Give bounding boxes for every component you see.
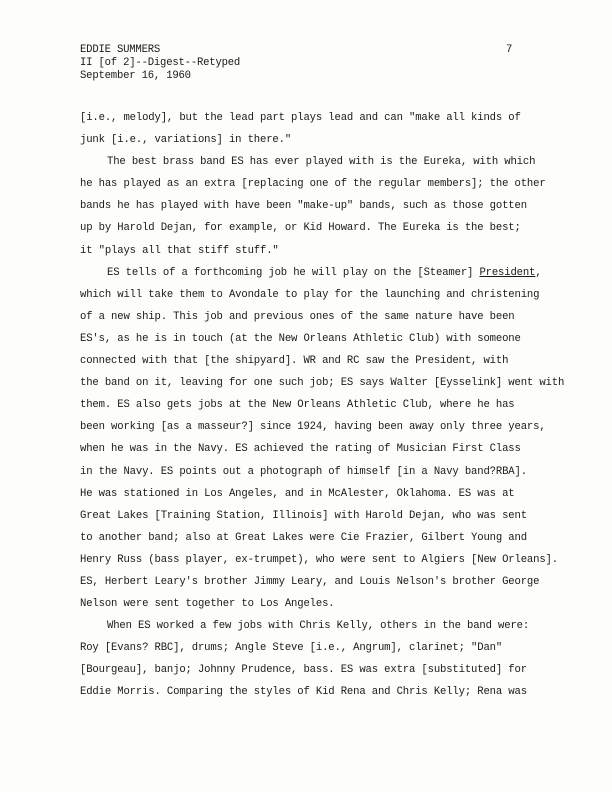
text-line-content: The best brass band ES has ever played with is the Eureka, with which [107,156,536,169]
text-line [80,173,546,195]
text-line-content: it "plays all that stiff stuff." [80,244,279,257]
text-line [80,262,540,284]
text-line-content: in the Navy. ES points out a photograph of himself [in a Navy band?RBA]. [80,465,527,478]
text-line-content: Henry Russ (bass player, ex-trumpet), who were sent to Algiers [New Orleans]. [80,553,558,566]
text-line-content: them. ES also gets jobs at the New Orleans Athletic Club, where he has [80,399,515,412]
text-line-content: of a new ship. This job and previous ones of the same nature have been [80,310,515,323]
text-line-content: been working [as a masseur?] since 1924, having been away only three years, [80,421,546,434]
text-line [80,284,540,306]
text-line-content: Nelson were sent together to Los Angeles. [80,598,335,611]
text-line [80,372,565,394]
text-line-content: connected with that [the shipyard]. WR and RC saw the President, with [80,355,509,368]
text-line-suffix: , [535,266,542,279]
text-line-content: bands he has played with have been "make-up" bands, such as those gotten [80,200,527,213]
header-name: EDDIE SUMMERS [80,44,161,56]
document-body [80,107,565,704]
text-line [80,438,540,460]
text-line [80,505,540,527]
document-header [80,44,240,83]
text-line [80,240,540,262]
text-line-content: ES tells of a forthcoming job he will play on the [Steamer] [107,266,480,279]
text-line-content: When ES worked a few jobs with Chris Kelly, others in the band were: [107,620,530,633]
text-line-content: ES, Herbert Leary's brother Jimmy Leary, and Louis Nelson's brother George [80,575,540,588]
text-line [80,129,540,151]
text-line-content: [Bourgeau], banjo; Johnny Prudence, bass. ES was extra [substituted] for [80,664,527,677]
text-line [80,615,540,637]
text-line [80,571,540,593]
text-line-content: [i.e., melody], but the lead part plays lead and can "make all kinds of [80,112,521,124]
text-line [80,527,540,549]
text-line [80,328,540,350]
text-line-content: Eddie Morris. Comparing the styles of Kid Rena and Chris Kelly; Rena was [80,686,527,699]
text-line [80,549,558,571]
text-line [80,306,540,328]
text-line [80,483,540,505]
text-line-content: up by Harold Dejan, for example, or Kid Howard. The Eureka is the best; [80,222,521,235]
text-line-content: when he was in the Navy. ES achieved the rating of Musician First Class [80,443,521,456]
underlined-title: President [479,266,536,279]
text-line [80,637,540,659]
text-line-content: junk [i.e., variations] in there." [80,134,292,147]
text-line [80,461,540,483]
text-line [80,350,540,372]
text-line-content: to another band; also at Great Lakes were Cie Frazier, Gilbert Young and [80,531,527,544]
text-line-content: Great Lakes [Training Station, Illinois] with Harold Dejan, who was sent [80,509,527,522]
text-line [80,151,540,173]
text-line [80,217,540,239]
text-line-content: ES's, as he is in touch (at the New Orleans Athletic Club) with someone [80,332,521,345]
text-line-content: which will take them to Avondale to play for the launching and christening [80,288,540,301]
header-date: September 16, 1960 [80,70,191,82]
text-line-content: He was stationed in Los Angeles, and in McAlester, Oklahoma. ES was at [80,487,515,500]
text-line-content: Roy [Evans? RBC], drums; Angle Steve [i.e., Angrum], clarinet; "Dan" [80,642,503,655]
page-number: 7 [506,44,513,56]
text-line [80,107,540,129]
text-line [80,681,540,703]
text-line [80,416,546,438]
text-line-content: he has played as an extra [replacing one of the regular members]; the other [80,178,546,191]
text-line [80,195,540,217]
text-line [80,593,540,615]
text-line-content: the band on it, leaving for one such job; ES says Walter [Eysselink] went with [80,377,565,390]
text-line [80,659,540,681]
text-line [80,394,540,416]
header-reel: II [of 2]--Digest--Retyped [80,57,241,69]
